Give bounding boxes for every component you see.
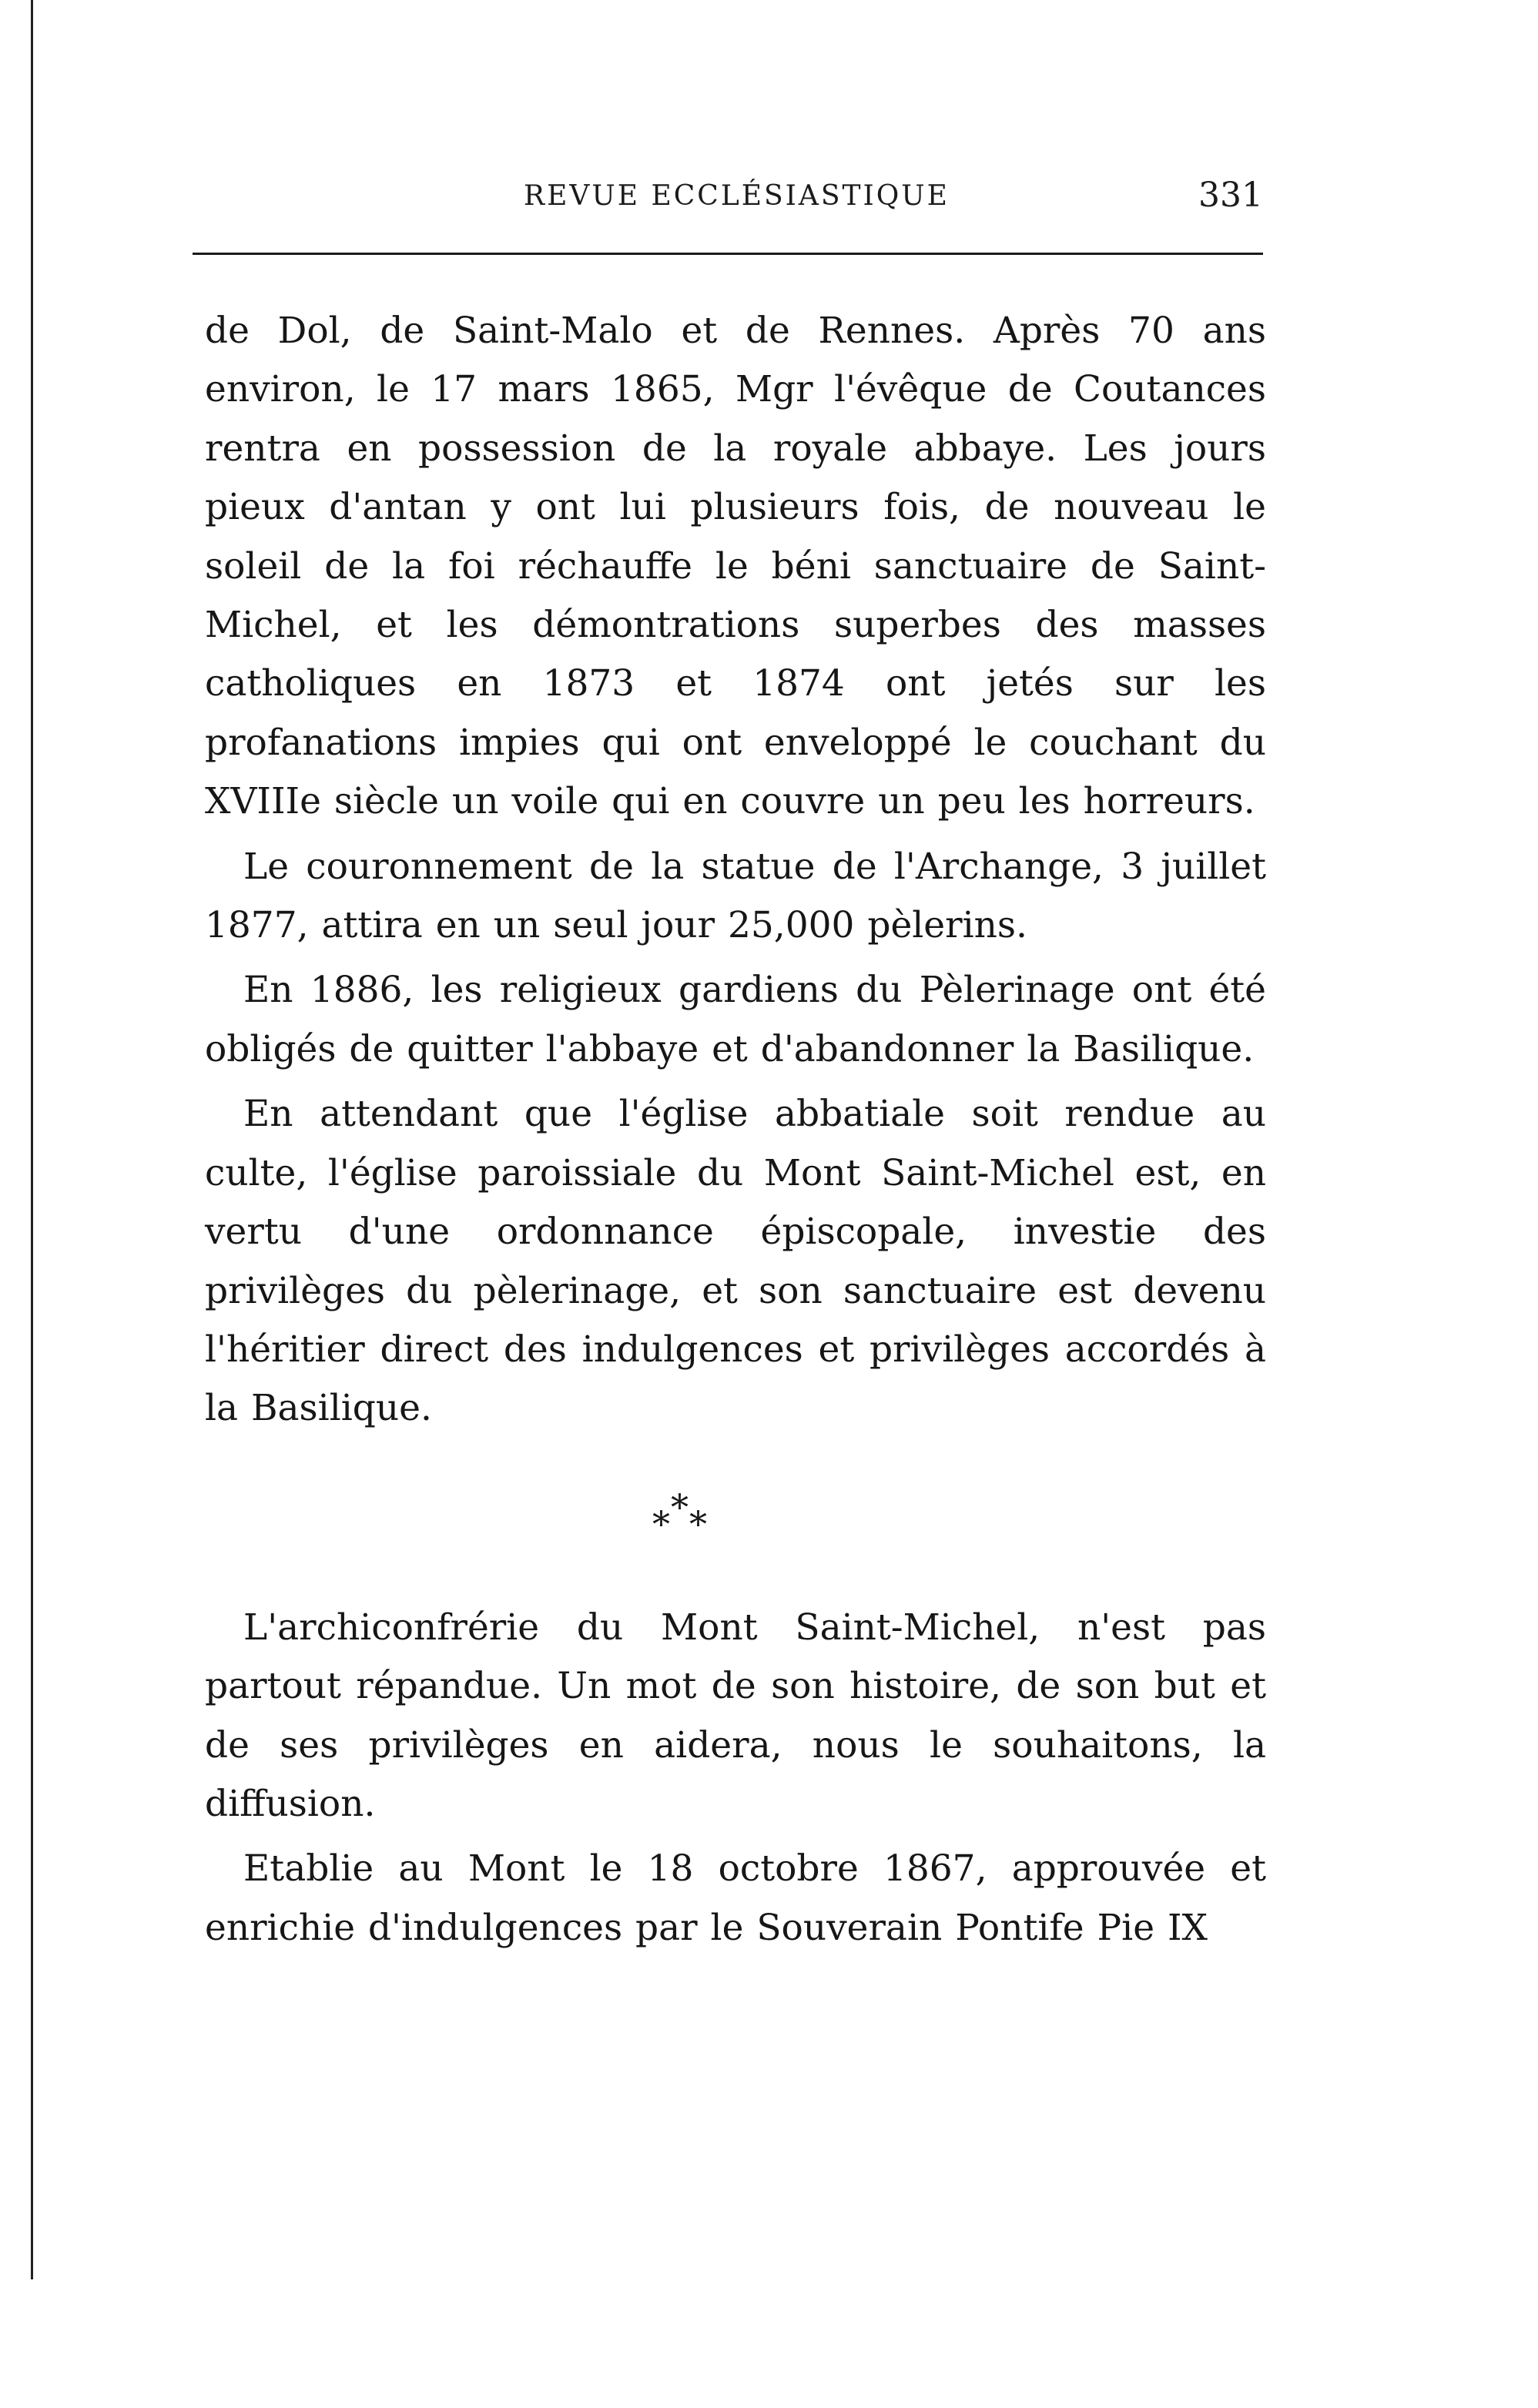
page-number: 331 <box>1198 176 1263 215</box>
paragraph-parish-church: En attendant que l'église abbatiale soit rendue au culte, l'église paroissiale du Mont Saint-Michel est, en vertu d'une ordonnance épiscopale, investie des privilèges du pèlerinage, et son sanctuaire est devenu l'héritier direct des indulgences et privilèges accordés à la Basilique. <box>205 1093 1266 1430</box>
header-rule <box>193 253 1263 255</box>
paragraph-1886: En 1886, les religieux gardiens du Pèlerinage ont été obligés de quitter l'abbaye et d'abandonner la Basilique. <box>205 969 1266 1070</box>
running-head <box>193 176 1263 222</box>
asterism-star-right: * <box>689 1502 707 1545</box>
body-text <box>205 302 1266 1958</box>
page-binding-edge <box>31 0 33 2279</box>
paragraph-continuation: de Dol, de Saint-Malo et de Rennes. Après 70 ans environ, le 17 mars 1865, Mgr l'évêque de Coutances rentra en possession de la royale abbaye. Les jours pieux d'antan y ont lui plusieurs fois, de nouveau le soleil de la foi réchauffe le béni sanctuaire de Saint-Michel, et les démontrations superbes des masses catholiques en 1873 et 1874 ont jetés sur les profanations impies qui ont enveloppé le couchant du XVIIIe siècle un voile qui en couvre un peu les horreurs. <box>205 310 1266 823</box>
paragraph-coronation: Le couronnement de la statue de l'Archange, 3 juillet 1877, attira en un seul jour 25,000 pèlerins. <box>205 845 1266 947</box>
running-head-title: REVUE ECCLÉSIASTIQUE <box>524 180 950 212</box>
asterism-star-left: * <box>652 1502 670 1545</box>
paragraph-establishment: Etablie au Mont le 18 octobre 1867, approuvée et enrichie d'indulgences par le Souverain Pontife Pie IX <box>205 1847 1266 1949</box>
paragraph-archconfraternity: L'archiconfrérie du Mont Saint-Michel, n'est pas partout répandue. Un mot de son histoire, de son but et de ses privilèges en aidera, nous le souhaitons, la diffusion. <box>205 1606 1266 1825</box>
asterism-star-top: * <box>671 1485 689 1528</box>
asterism-ornament <box>205 1445 1266 1599</box>
